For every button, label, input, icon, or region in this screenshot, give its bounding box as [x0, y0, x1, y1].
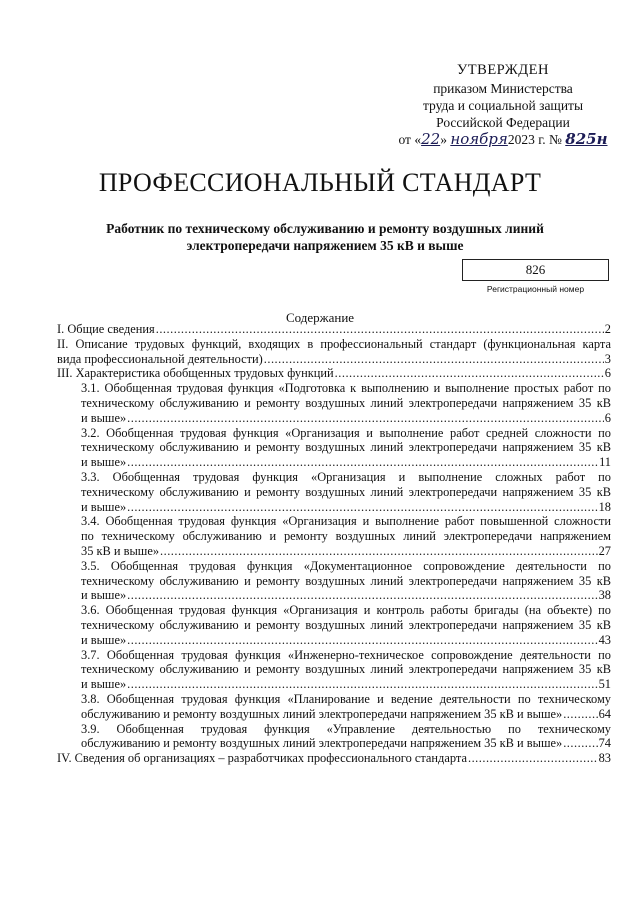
- toc-entry: [57, 648, 611, 692]
- toc-entry-final-line: [81, 500, 611, 515]
- toc-dot-leader: [127, 500, 597, 515]
- toc-entry-line: техническому обслуживанию и ремонту воздушных линий электропередачи напряжением 35 кВ: [81, 662, 611, 677]
- toc-page-number: 6: [604, 366, 611, 381]
- toc-page-number: 11: [599, 455, 611, 470]
- toc-entry-text: и выше»: [81, 499, 127, 514]
- toc-entry-final-line: [81, 455, 611, 470]
- registration-number-label: Регистрационный номер: [486, 284, 585, 294]
- toc-page-number: 3: [604, 351, 611, 366]
- toc-entry: [57, 426, 611, 470]
- toc-page-number: 51: [598, 677, 611, 692]
- toc-entry: [57, 514, 611, 558]
- toc-entry-line: техническому обслуживанию и ремонту воздушных линий электропередачи напряжением 35 кВ: [81, 395, 611, 410]
- toc-dot-leader: [156, 322, 604, 337]
- toc-entry-text: 35 кВ и выше»: [81, 543, 160, 558]
- contents-heading: Содержание: [285, 310, 355, 325]
- toc-entry-line: техническому обслуживанию и ремонту воздушных линий электропередачи напряжением 35 кВ: [81, 440, 611, 455]
- toc-entry-final-line: [57, 322, 611, 337]
- toc-entry-line: 3.4. Обобщенная трудовая функция «Организация и выполнение работ повышенной сложности: [81, 514, 611, 529]
- toc-entry-line: по техническому обслуживанию и ремонту воздушных линий электропередачи напряжением: [81, 529, 611, 544]
- approval-line-3: Российской Федерации: [436, 115, 570, 130]
- toc-page-number: 6: [604, 410, 611, 425]
- toc-entry-final-line: [57, 352, 611, 367]
- toc-page-number: 2: [604, 322, 611, 336]
- date-prefix: от «: [398, 132, 422, 147]
- toc-entry-text: обслуживанию и ремонту воздушных линий электропередачи напряжением 35 кВ и выше»: [81, 706, 563, 721]
- toc-entry-final-line: [81, 677, 611, 692]
- toc-dot-leader: [264, 352, 604, 367]
- date-mid: »: [440, 132, 447, 147]
- toc-entry-line: II. Описание трудовых функций, входящих в профессиональный стандарт (функциональная карта: [57, 336, 611, 351]
- toc-entry: [57, 322, 611, 337]
- toc-entry: [57, 722, 611, 752]
- toc-entry-line: 3.9. Обобщенная трудовая функция «Управление деятельностью по техническому: [81, 721, 611, 736]
- document-subtitle: [70, 220, 580, 254]
- toc-dot-leader: [127, 588, 597, 603]
- toc-dot-leader: [127, 411, 604, 426]
- toc-page-number: 27: [598, 543, 611, 558]
- toc-page-number: 38: [598, 588, 611, 603]
- toc-entry: [57, 337, 611, 367]
- registration-number-box: 826: [462, 259, 609, 281]
- toc-entry-line: 3.7. Обобщенная трудовая функция «Инженерно-техническое сопровождение деятельности по: [81, 647, 611, 662]
- approval-line-2: труда и социальной защиты: [422, 98, 584, 113]
- date-day-handwritten: 22: [421, 130, 441, 148]
- approval-date-line: [388, 131, 618, 148]
- toc-entry-line: техническому обслуживанию и ремонту воздушных линий электропередачи напряжением 35 кВ: [81, 573, 611, 588]
- subtitle-line-2: электропередачи напряжением 35 кВ и выше: [186, 238, 464, 253]
- toc-dot-leader: [335, 366, 604, 381]
- order-number-handwritten: 825н: [565, 130, 608, 148]
- subtitle-line-1: Работник по техническому обслуживанию и ремонту воздушных линий: [106, 221, 544, 236]
- toc-entry-final-line: [81, 411, 611, 426]
- toc-entry-line: 3.1. Обобщенная трудовая функция «Подготовка к выполнению и выполнение простых работ по: [81, 381, 611, 396]
- table-of-contents: [57, 322, 611, 766]
- toc-dot-leader: [563, 707, 597, 722]
- toc-page-number: 83: [598, 751, 611, 766]
- toc-entry-line: техническому обслуживанию и ремонту воздушных линий электропередачи напряжением 35 кВ: [81, 617, 611, 632]
- approval-line-1: приказом Министерства: [433, 81, 573, 96]
- toc-entry-text: и выше»: [81, 588, 127, 603]
- toc-entry-line: 3.8. Обобщенная трудовая функция «Планирование и ведение деятельности по техническому: [81, 691, 611, 706]
- toc-entry-line: 3.2. Обобщенная трудовая функция «Организация и выполнение работ средней сложности по: [81, 425, 611, 440]
- approval-block: [388, 62, 618, 148]
- toc-entry-text: и выше»: [81, 677, 127, 692]
- toc-entry-final-line: [81, 633, 611, 648]
- toc-page-number: 43: [598, 632, 611, 647]
- toc-entry-text: IV. Сведения об организациях – разработчиках профессионального стандарта: [57, 751, 467, 766]
- toc-entry-text: I. Общие сведения: [57, 322, 155, 336]
- toc-entry-text: и выше»: [81, 410, 127, 425]
- toc-entry-final-line: [57, 751, 611, 766]
- toc-entry-line: 3.6. Обобщенная трудовая функция «Организация и контроль работы бригады (на объекте) по: [81, 603, 611, 618]
- toc-entry-text: и выше»: [81, 455, 127, 470]
- toc-entry: [57, 603, 611, 647]
- toc-entry-text: III. Характеристика обобщенных трудовых функций: [57, 366, 334, 381]
- approval-heading: УТВЕРЖДЕН: [457, 62, 549, 78]
- toc-entry-text: и выше»: [81, 632, 127, 647]
- date-year: 2023 г. №: [507, 132, 562, 147]
- toc-entry-final-line: [81, 707, 611, 722]
- toc-dot-leader: [468, 751, 598, 766]
- toc-page-number: 64: [598, 706, 611, 721]
- toc-entry-line: 3.3. Обобщенная трудовая функция «Организация и выполнение сложных работ по: [81, 469, 611, 484]
- toc-entry-text: обслуживанию и ремонту воздушных линий электропередачи напряжением 35 кВ и выше»: [81, 736, 563, 751]
- toc-entry-final-line: [57, 366, 611, 381]
- toc-dot-leader: [127, 633, 597, 648]
- toc-page-number: 18: [598, 499, 611, 514]
- toc-entry-line: 3.5. Обобщенная трудовая функция «Документационное сопровождение деятельности по: [81, 558, 611, 573]
- toc-dot-leader: [563, 736, 597, 751]
- toc-dot-leader: [127, 677, 597, 692]
- document-title: ПРОФЕССИОНАЛЬНЫЙ СТАНДАРТ: [98, 168, 542, 197]
- toc-entry-final-line: [81, 588, 611, 603]
- toc-entry-text: вида профессиональной деятельности): [57, 351, 263, 366]
- toc-dot-leader: [127, 455, 598, 470]
- toc-entry-line: техническому обслуживанию и ремонту воздушных линий электропередачи напряжением 35 кВ: [81, 484, 611, 499]
- toc-entry: [57, 559, 611, 603]
- date-month-handwritten: ноября: [450, 130, 508, 148]
- toc-entry: [57, 366, 611, 381]
- toc-entry: [57, 470, 611, 514]
- toc-dot-leader: [160, 544, 598, 559]
- toc-entry: [57, 692, 611, 722]
- toc-entry-final-line: [81, 736, 611, 751]
- toc-entry: [57, 381, 611, 425]
- toc-page-number: 74: [598, 736, 611, 751]
- toc-entry: [57, 751, 611, 766]
- toc-entry-final-line: [81, 544, 611, 559]
